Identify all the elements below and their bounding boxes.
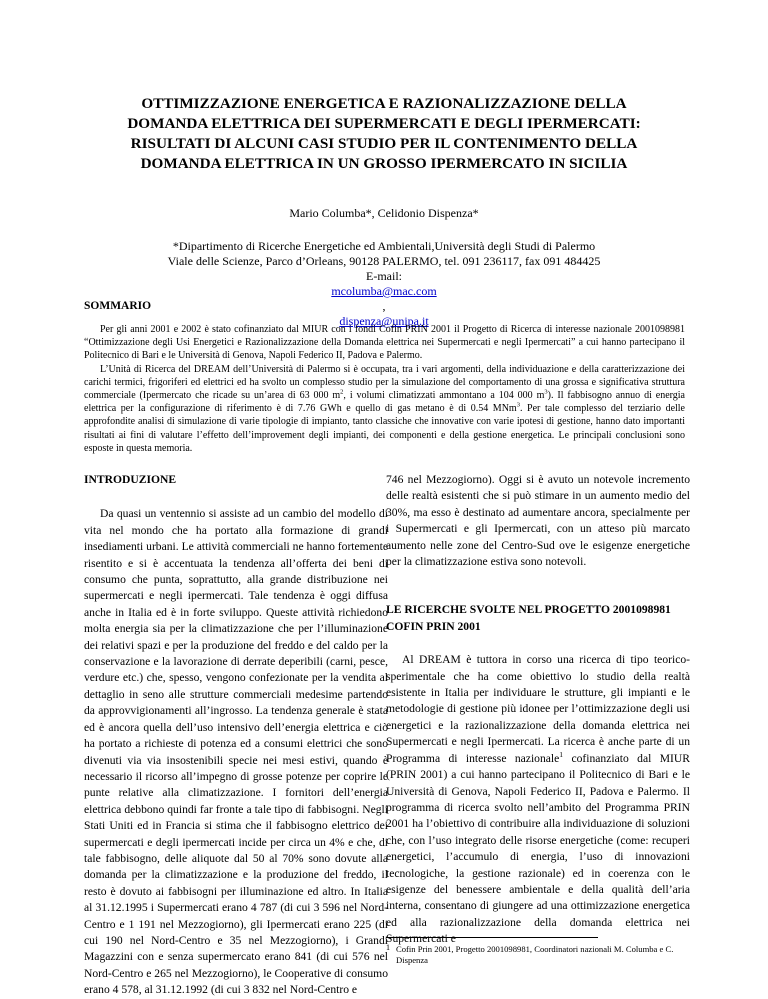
affiliation-line-1: *Dipartimento di Ricerche Energetiche ed Ambientali,Università degli Studi di Palermo — [172, 239, 596, 253]
email-separator: , — [382, 299, 386, 313]
superscript-3: 3 — [544, 388, 548, 396]
title-line-2: DOMANDA ELETTRICA DEI SUPERMERCATI E DEGLI IPERMERCATI: — [127, 115, 641, 132]
ricerche-heading-line-2: COFIN PRIN 2001 — [386, 619, 481, 633]
footnote-divider — [386, 937, 598, 938]
intro-paragraph-continued: 746 nel Mezzogiorno). Oggi si è avuto un notevole incremento delle realtà esistenti che si può stimare in un aumento medio del 30%, ma esso è destinato ad aumentare ancora, specialmente per i Supermercati e gli Ipermercati, con un atteso più marcato aumento nelle zone del Centro-Sud ove le esigenze energetiche per la climatizzazione estiva sono notevoli. — [386, 473, 690, 569]
abstract-text-d: . Per tale complesso del terziario delle approfondite analisi di simulazione di varie tipologie di impianto, tanto classiche che innovative con varie ipotesi di gestione, hanno dato importanti risultati ai fini di valutare l’effetto dell’improvement degli impianti, dei componenti e della gestione energetica. Le principali conclusioni sono esposte in questa memoria. — [84, 403, 686, 454]
paper-title — [80, 94, 688, 174]
sommario-heading: SOMMARIO — [84, 300, 152, 312]
footnote — [386, 944, 688, 966]
right-column — [386, 472, 690, 948]
abstract-text-a: L’Unità di Ricerca del DREAM dell’Università di Palermo si è occupata, tra i vari argomenti, della individuazione e della caratterizzazione dei carichi termici, frigoriferi ed elettrici ed ha svolto un complesso studio per la simulazione del comportamento di una grossa e significativa struttura commerciale (Ipermercato che ricade su un’area di 63 000 m — [84, 363, 685, 402]
ricerche-text-b: cofinanziato dal MIUR (PRIN 2001) a cui hanno partecipano il Politecnico di Bari e le Università di Genova, Napoli Federico II, Padova e Palermo. Il programma di ricerca svolto nell’ambito del Programma PRIN 2001 ha l’obiettivo di contribuire alla individuazione di soluzioni che, con l’uso integrato delle risorse energetiche (come: recuperi energetici, l’accumulo di energia, l’uso di innovazioni tecnologiche, la gestione razionale) ed in coerenza con le esigenze del benessere ambientale e della qualità dell’aria interna, consentano di giungere ad una ottimizzazione energetica ed alla razionalizzazione della domanda elettrica nei Supermercati e — [386, 751, 690, 946]
email-link-dispenza[interactable]: dispenza@unipa.it — [339, 314, 429, 328]
ricerche-heading-line-1: LE RICERCHE SVOLTE NEL PROGETTO 2001098981 — [386, 603, 671, 617]
affiliation-line-2: Viale delle Scienze, Parco d’Orleans, 90128 PALERMO, tel. 091 236117, fax 091 484425 — [167, 254, 601, 268]
title-line-1: OTTIMIZZAZIONE ENERGETICA E RAZIONALIZZAZIONE DELLA — [141, 95, 627, 112]
email-link-columba[interactable]: mcolumba@mac.com — [331, 284, 437, 298]
title-line-4: DOMANDA ELETTRICA IN UN GROSSO IPERMERCATO IN SICILIA — [140, 155, 628, 172]
abstract-text-b: , i volumi climatizzati ammontano a 104 000 m — [343, 390, 545, 402]
abstract-paragraph-2 — [84, 363, 685, 455]
footnote-text: Cofin Prin 2001, Progetto 2001098981, Coordinatori nazionali M. Columba e C. Dispenza — [396, 944, 674, 965]
left-column — [84, 472, 388, 999]
superscript-2: 2 — [340, 388, 344, 396]
abstract — [84, 323, 685, 455]
abstract-text-c: ). Il fabbisogno annuo di energia elettrica per la configurazione di riferimento è di 7.76 GWh e quello di gas metano è di 0.54 MNm — [84, 390, 686, 415]
email-line — [0, 269, 768, 329]
ricerche-heading — [386, 602, 690, 635]
affiliation — [0, 239, 768, 329]
footnote-ref[interactable]: 1 — [559, 749, 564, 759]
intro-paragraph: Da quasi un ventennio si assiste ad un cambio del modello di vita nel mondo che ha portato alla formazione di grandi insediamenti urbani. Le attività commerciali ne hanno fortemente risentito e si è accentuata la tendenza all’offerta dei beni di consumo che punta, soprattutto, alla grande distribuzione nei supermercati e negli ipermercati. Tale tendenza è oggi diffusa anche in Italia ed è in forte sviluppo. Queste attività richiedono molta energia sia per la climatizzazione che per l’illuminazione dei relativi spazi e per la produzione del freddo e del caldo per la conservazione e la lavorazione di derrate deperibili (carni, pesce, verdure etc.) che, spesso, vengono confezionate per la vendita al dettaglio in seno alle strutture commerciali medesime partendo da approvvigionamenti all’ingrosso. La tendenza generale è stata ed è ancora quella dell’uso intensivo dell’energia elettrica e ciò ha portato a richieste di potenza ed a consumi elettrici che sono divenuti via via insostenibili specie nei mesi estivi, quando è necessario il ricorso all’impegno di grosse potenze per coprire le punte relative alla climatizzazione. I fornitori dell’energia elettrica debbono quindi far fronte a tale tipo di fabbisogni. Negli Stati Uniti ed in Francia si stima che il fabbisogno elettrico dei supermercati e degli ipermercati incide per circa un 4% e che, di tale fabbisogno, delle aliquote dal 50 al 70% sono dovute alla domanda per la climatizzazione e la produzione del freddo, il resto è dovuto ai fabbisogni per illuminazione ed altro. In Italia al 31.12.1995 i Supermercati erano 4 787 (di cui 3 596 nel Nord-Centro e 1 191 nel Mezzogiorno), gli Ipermercati erano 225 (di cui 190 nel Nord-Centro e 35 nel Mezzogiorno), i Grandi Magazzini con e senza supermercato erano 841 (di cui 576 nel Nord-Centro e 265 nel Mezzogiorno), le Cooperative di consumo erano 4 578, al 31.12.1992 (di cui 3 832 nel Nord-Centro e — [84, 507, 388, 997]
ricerche-paragraph — [386, 652, 690, 947]
email-prefix: E-mail: — [366, 269, 402, 283]
ricerche-text-a: Al DREAM è tuttora in corso una ricerca di tipo teorico-sperimentale che ha come obiettivo lo studio della realtà esistente in Italia per individuare le strutture, gli impianti e le metodologie di gestione più idonee per l’ottimizzazione degli usi energetici e la razionalizzazione della domanda elettrica nei Supermercati e negli Ipermercati. La ricerca è anche parte di un Programma di interesse nazionale — [386, 653, 690, 765]
intro-heading: INTRODUZIONE — [84, 473, 177, 486]
footnote-mark: 1 — [386, 943, 390, 952]
abstract-paragraph-1: Per gli anni 2001 e 2002 è stato cofinanziato dal MIUR con i fondi Cofin PRIN 2001 il Progetto di Ricerca di interesse nazionale 2001098981 “Ottimizzazione degli Usi Energetici e Razionalizzazione della Domanda elettrica nei Supermercati e negli Ipermercati” a cui hanno partecipano il Politecnico di Bari e le Università di Genova, Napoli Federico II, Padova e Palermo. — [84, 324, 685, 362]
authors: Mario Columba*, Celidonio Dispenza* — [289, 206, 479, 220]
superscript-3b: 3 — [516, 401, 520, 409]
title-line-3: RISULTATI DI ALCUNI CASI STUDIO PER IL CONTENIMENTO DELLA — [130, 135, 638, 152]
